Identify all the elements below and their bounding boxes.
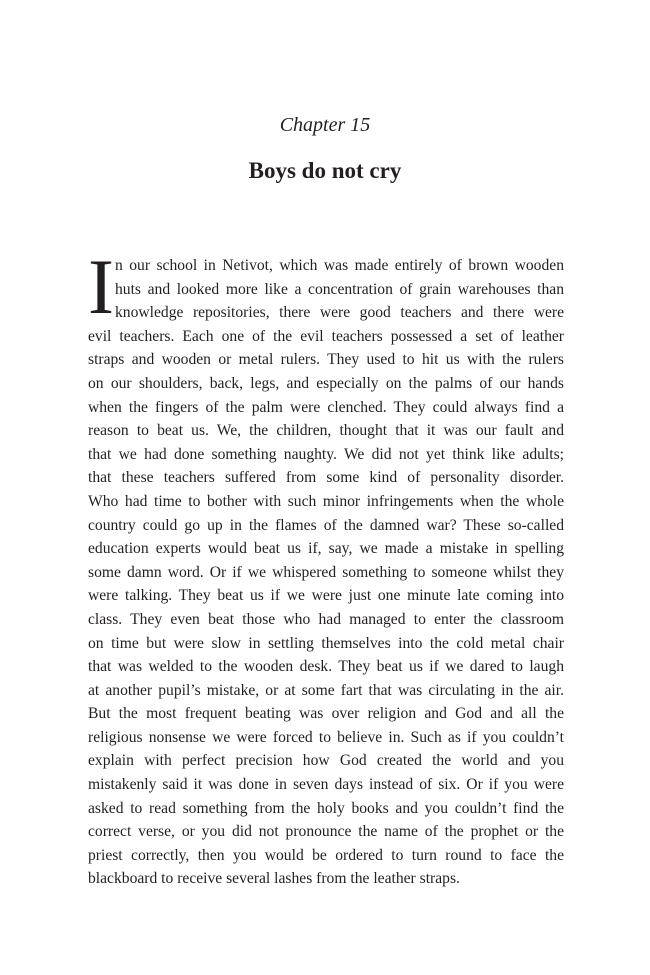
- text-line: correct verse, or you did not pronounce the name of the prophet or the: [88, 823, 564, 841]
- text-line: that these teachers suffered from some kind of personality disorder.: [88, 469, 564, 487]
- text-line: Who had time to bother with such minor infringements when the whole: [88, 492, 564, 510]
- text-line: explain with perfect precision how God created the world and you: [88, 752, 564, 770]
- text-line: straps and wooden or metal rulers. They used to hit us with the rulers: [88, 351, 564, 369]
- text-line: class. They even beat those who had managed to enter the classroom: [88, 610, 564, 628]
- text-line: on time but were slow in settling themselves into the cold metal chair: [88, 634, 564, 652]
- chapter-body-text: [88, 243, 564, 891]
- text-line: mistakenly said it was done in seven days instead of six. Or if you were: [88, 776, 564, 794]
- text-line: reason to beat us. We, the children, thought that it was our fault and: [88, 422, 564, 440]
- text-line: on our shoulders, back, legs, and especially on the palms of our hands: [88, 374, 564, 392]
- chapter-number: Chapter 15: [279, 114, 371, 136]
- text-line: that was welded to the wooden desk. They beat us if we dared to laugh: [88, 658, 564, 676]
- text-line: blackboard to receive several lashes from the leather straps.: [88, 870, 460, 888]
- text-line: But the most frequent beating was over religion and God and all the: [88, 705, 564, 723]
- drop-cap: I: [88, 243, 114, 330]
- text-line: that we had done something naughty. We did not yet think like adults;: [88, 445, 564, 463]
- text-line: at another pupil’s mistake, or at some fart that was circulating in the air.: [88, 681, 564, 699]
- text-line: n our school in Netivot, which was made entirely of brown wooden: [115, 257, 564, 274]
- text-line: evil teachers. Each one of the evil teachers possessed a set of leather: [88, 327, 564, 345]
- text-line: were talking. They beat us if we were just one minute late coming into: [88, 587, 564, 605]
- chapter-title: Boys do not cry: [248, 158, 402, 183]
- text-line: asked to read something from the holy books and you couldn’t find the: [88, 799, 564, 817]
- text-line: knowledge repositories, there were good teachers and there were: [115, 304, 564, 322]
- text-line: priest correctly, then you would be ordered to turn round to face the: [88, 846, 564, 864]
- text-line: religious nonsense we were forced to believe in. Such as if you couldn’t: [88, 728, 564, 746]
- text-line: country could go up in the flames of the damned war? These so-called: [88, 516, 564, 534]
- text-line: some damn word. Or if we whispered something to someone whilst they: [88, 563, 564, 581]
- text-line: education experts would beat us if, say, we made a mistake in spelling: [88, 540, 564, 558]
- text-line: huts and looked more like a concentration of grain warehouses than: [115, 280, 564, 298]
- text-line: when the fingers of the palm were clenched. They could always find a: [88, 398, 564, 416]
